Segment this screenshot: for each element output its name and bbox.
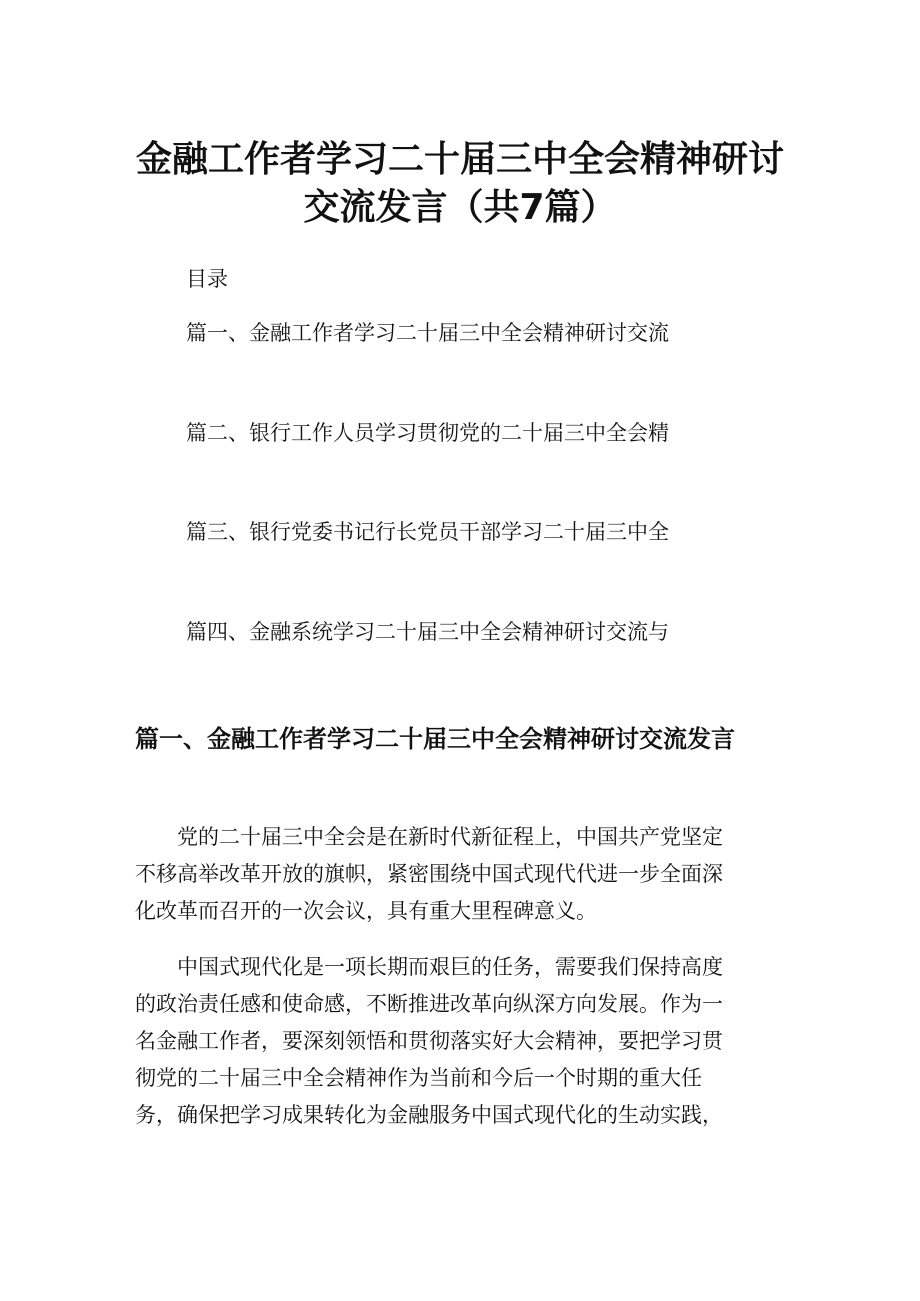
paragraph-line: 不移高举改革开放的旗帜，紧密围绕中国式现代代进一步全面深 bbox=[135, 862, 723, 886]
paragraph-line: 化改革而召开的一次会议，具有重大里程碑意义。 bbox=[135, 899, 597, 923]
paragraph-line: 中国式现代化是一项长期而艰巨的任务，需要我们保持高度 bbox=[135, 955, 723, 979]
document-title-line-2: 交流发言（共7篇） bbox=[303, 187, 617, 228]
toc-item-2[interactable]: 篇二、银行工作人员学习贯彻党的二十届三中全会精 bbox=[186, 421, 669, 445]
toc-heading: 目录 bbox=[186, 267, 228, 291]
paragraph-line: 务，确保把学习成果转化为金融服务中国式现代化的生动实践， bbox=[135, 1103, 723, 1127]
paragraph-line: 党的二十届三中全会是在新时代新征程上，中国共产党坚定 bbox=[135, 825, 723, 849]
paragraph-line: 彻党的二十届三中全会精神作为当前和今后一个时期的重大任 bbox=[135, 1066, 702, 1090]
paragraph-line: 的政治责任感和使命感，不断推进改革向纵深方向发展。作为一 bbox=[135, 992, 723, 1016]
section-heading: 篇一、金融工作者学习二十届三中全会精神研讨交流发言 bbox=[135, 725, 735, 753]
paragraph-1 bbox=[135, 819, 785, 930]
paragraph-2 bbox=[135, 949, 785, 1134]
toc-item-1[interactable]: 篇一、金融工作者学习二十届三中全会精神研讨交流 bbox=[186, 321, 669, 345]
toc-item-3[interactable]: 篇三、银行党委书记行长党员干部学习二十届三中全 bbox=[186, 520, 669, 544]
toc-item-4[interactable]: 篇四、金融系统学习二十届三中全会精神研讨交流与 bbox=[186, 620, 669, 644]
document-title-line-1: 金融工作者学习二十届三中全会精神研讨 bbox=[135, 139, 784, 180]
paragraph-line: 名金融工作者，要深刻领悟和贯彻落实好大会精神，要把学习贯 bbox=[135, 1029, 723, 1053]
